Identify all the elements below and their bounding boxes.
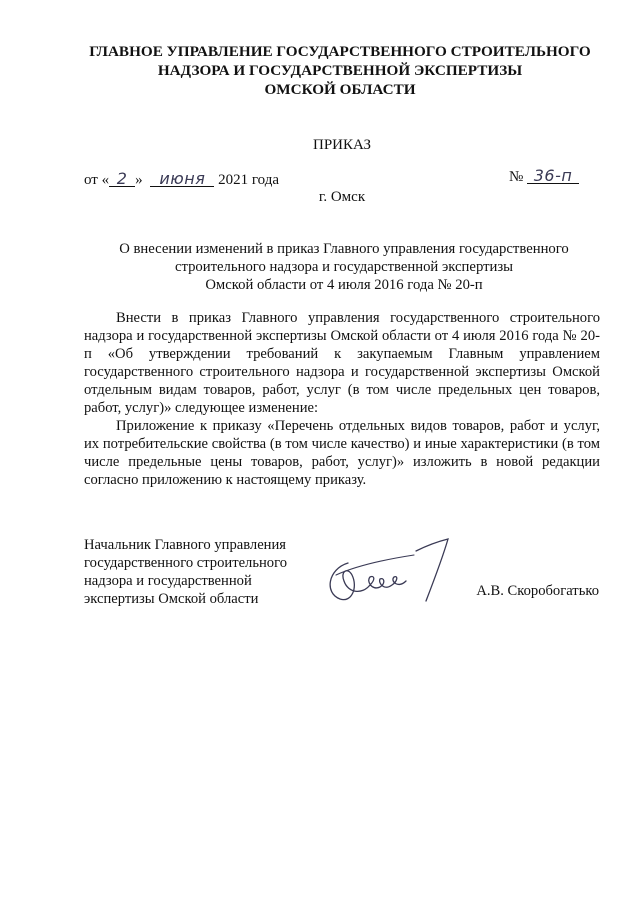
signatory-position: [84, 536, 287, 608]
position-line3: надзора и государственной: [84, 573, 252, 589]
position-line2: государственного строительного: [84, 555, 288, 571]
organization-header: [60, 42, 620, 99]
signer-name: А.В. Скоробогатько: [476, 583, 599, 599]
org-name-line2: НАДЗОРА И ГОСУДАРСТВЕННОЙ ЭКСПЕРТИЗЫ: [157, 62, 523, 79]
number-prefix: №: [508, 169, 524, 185]
body-paragraph-1: Внести в приказ Главного управления государственного строительного надзора и государственной экспертизы Омской области от 4 июля 2016 года № 20-п «Об утверждении требований к закупаемым Главным управлением государственного строительного надзора и государственной экспертизы Омской отдельным видам товаров, работ, услуг (в том числе предельных цен товаров, работ, услуг)» следующее изменение:: [84, 310, 600, 416]
document-body: [84, 309, 600, 489]
document-type-title: ПРИКАЗ: [313, 137, 371, 153]
date-day: 2: [109, 171, 135, 187]
date-month: июня: [150, 171, 214, 187]
position-line4: экспертизы Омской области: [84, 591, 259, 607]
number-value: 36-п: [527, 168, 579, 184]
org-name-line3: ОМСКОЙ ОБЛАСТИ: [264, 81, 416, 98]
position-line1: Начальник Главного управления: [84, 537, 287, 553]
org-name-line1: ГЛАВНОЕ УПРАВЛЕНИЕ ГОСУДАРСТВЕННОГО СТРОИТЕЛЬНОГО: [89, 43, 591, 60]
date-prefix: от «: [84, 172, 110, 188]
document-number: [509, 168, 579, 186]
document-date: [84, 171, 279, 189]
body-paragraph-2: Приложение к приказу «Перечень отдельных видов товаров, работ и услуг, их потребительские свойства (в том числе качество) и иные характеристики (в том числе предельные цены товаров, работ, услуг)» изложить в новой редакции согласно приложению к настоящему приказу.: [84, 418, 600, 488]
date-separator: »: [135, 172, 143, 188]
document-city: г. Омск: [318, 189, 366, 205]
document-subject: [84, 240, 604, 294]
subject-line1: О внесении изменений в приказ Главного управления государственного: [119, 241, 569, 257]
subject-line2: строительного надзора и государственной экспертизы: [174, 259, 514, 275]
date-year: 2021 года: [218, 172, 279, 188]
subject-line3: Омской области от 4 июля 2016 года № 20-п: [205, 277, 483, 293]
handwritten-signature: [318, 535, 458, 607]
